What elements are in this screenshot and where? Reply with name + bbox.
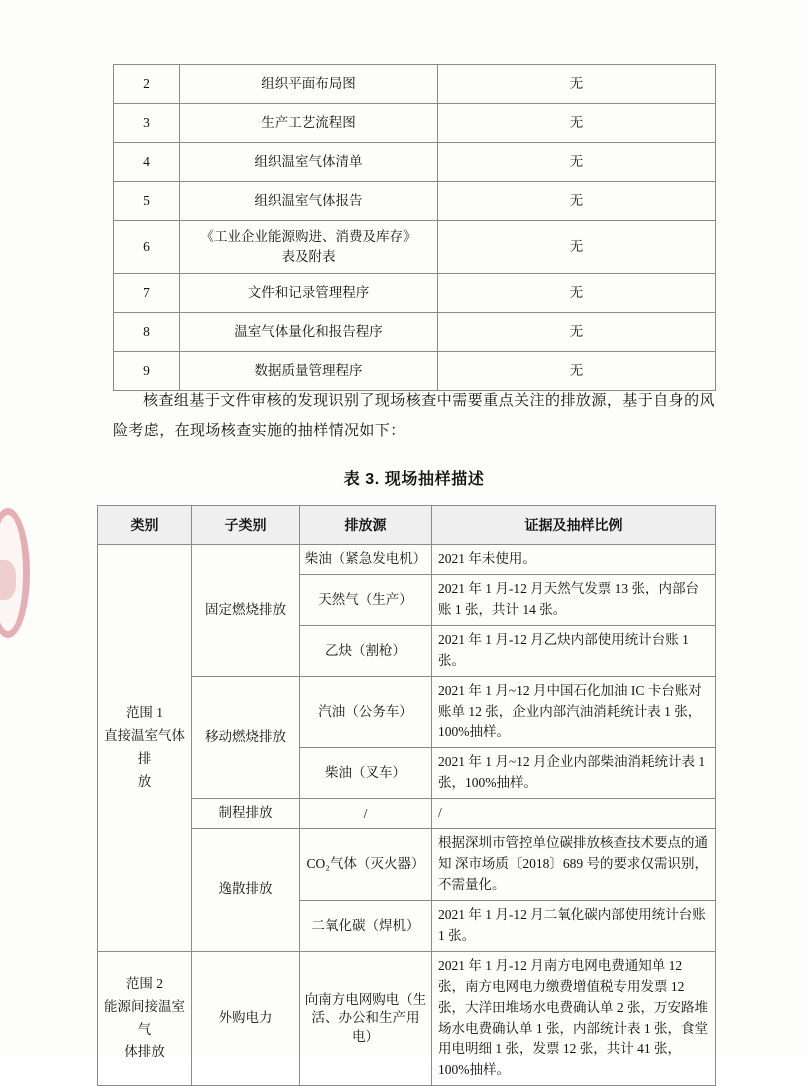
subcategory-stationary-combustion: 固定燃烧排放 xyxy=(192,545,300,677)
table-row xyxy=(98,545,716,575)
category-scope1: 范围 1 直接温室气体排 放 xyxy=(98,545,192,952)
sampling-description-table xyxy=(97,505,716,1086)
row-number: 5 xyxy=(114,182,180,221)
emission-source: 柴油（叉车） xyxy=(300,748,432,799)
evidence-and-sampling: 2021 年 1 月-12 月天然气发票 13 张，内部台账 1 张，共计 14 张。 xyxy=(432,574,716,625)
evidence-and-sampling: 根据深圳市管控单位碳排放核查技术要点的通知 深市场质〔2018〕689 号的要求仅需识别，不需量化。 xyxy=(432,829,716,901)
emission-source: CO₂气体（灭火器） xyxy=(300,829,432,901)
document-name: 组织平面布局图 xyxy=(180,65,438,104)
document-name: 文件和记录管理程序 xyxy=(180,274,438,313)
red-stamp-bleed-secondary xyxy=(0,560,16,600)
evidence-and-sampling: 2021 年 1 月-12 月南方电网电费通知单 12 张，南方电网电力缴费增值税专用发票 12 张，大洋田堆场水电费确认单 2 张，万安路堆场水电费确认单 1 张，内部统计表 1 张，食堂用电明细 1 张，发票 12 张，共计 41 张，100%抽样。 xyxy=(432,951,716,1086)
emission-source: 汽油（公务车） xyxy=(300,676,432,748)
document-name: 组织温室气体报告 xyxy=(180,182,438,221)
row-number: 4 xyxy=(114,143,180,182)
document-value: 无 xyxy=(438,313,716,352)
emission-source: 二氧化碳（焊机） xyxy=(300,900,432,951)
row-number: 9 xyxy=(114,352,180,391)
table-row xyxy=(114,65,716,104)
table-row xyxy=(98,951,716,1086)
subcategory-purchased-electricity: 外购电力 xyxy=(192,951,300,1086)
document-name: 数据质量管理程序 xyxy=(180,352,438,391)
document-value: 无 xyxy=(438,352,716,391)
evidence-and-sampling: 2021 年未使用。 xyxy=(432,545,716,575)
emission-source: / xyxy=(300,799,432,829)
document-value: 无 xyxy=(438,143,716,182)
row-number: 7 xyxy=(114,274,180,313)
column-header-subcategory: 子类别 xyxy=(192,506,300,545)
evidence-and-sampling: 2021 年 1 月-12 月二氧化碳内部使用统计台账 1 张。 xyxy=(432,900,716,951)
column-header-source: 排放源 xyxy=(300,506,432,545)
document-value: 无 xyxy=(438,221,716,274)
row-number: 3 xyxy=(114,104,180,143)
document-value: 无 xyxy=(438,104,716,143)
table-row xyxy=(114,352,716,391)
table-row xyxy=(114,221,716,274)
subcategory-fugitive-emission: 逸散排放 xyxy=(192,829,300,952)
table-row xyxy=(114,182,716,221)
document-value: 无 xyxy=(438,274,716,313)
subcategory-process-emission: 制程排放 xyxy=(192,799,300,829)
emission-source: 向南方电网购电（生活、办公和生产用电） xyxy=(300,951,432,1086)
evidence-and-sampling: / xyxy=(432,799,716,829)
red-stamp-bleed xyxy=(0,508,30,638)
document-name: 组织温室气体清单 xyxy=(180,143,438,182)
evidence-and-sampling: 2021 年 1 月-12 月乙炔内部使用统计台账 1 张。 xyxy=(432,625,716,676)
emission-source: 乙炔（割枪） xyxy=(300,625,432,676)
column-header-category: 类别 xyxy=(98,506,192,545)
row-number: 2 xyxy=(114,65,180,104)
table-caption: 表 3. 现场抽样描述 xyxy=(343,471,485,488)
evidence-and-sampling: 2021 年 1 月~12 月企业内部柴油消耗统计表 1 张，100%抽样。 xyxy=(432,748,716,799)
document-name: 温室气体量化和报告程序 xyxy=(180,313,438,352)
row-number: 8 xyxy=(114,313,180,352)
category-scope2: 范围 2 能源间接温室气 体排放 xyxy=(98,951,192,1086)
table-row xyxy=(114,104,716,143)
row-number: 6 xyxy=(114,221,180,274)
table-row xyxy=(114,274,716,313)
table-row xyxy=(114,313,716,352)
document-list-table xyxy=(113,64,716,391)
table-header-row xyxy=(98,506,716,545)
table-row xyxy=(114,143,716,182)
evidence-and-sampling: 2021 年 1 月~12 月中国石化加油 IC 卡台账对账单 12 张，企业内部汽油消耗统计表 1 张， 100%抽样。 xyxy=(432,676,716,748)
subcategory-mobile-combustion: 移动燃烧排放 xyxy=(192,676,300,799)
document-name: 《工业企业能源购进、消费及库存》 表及附表 xyxy=(180,221,438,274)
emission-source: 柴油（紧急发电机） xyxy=(300,545,432,575)
document-value: 无 xyxy=(438,182,716,221)
emission-source: 天然气（生产） xyxy=(300,574,432,625)
body-paragraph: 核查组基于文件审核的发现识别了现场核查中需要重点关注的排放源，基于自身的风险考虑，在现场核查实施的抽样情况如下： xyxy=(113,393,715,439)
column-header-evidence: 证据及抽样比例 xyxy=(432,506,716,545)
document-name: 生产工艺流程图 xyxy=(180,104,438,143)
document-value: 无 xyxy=(438,65,716,104)
